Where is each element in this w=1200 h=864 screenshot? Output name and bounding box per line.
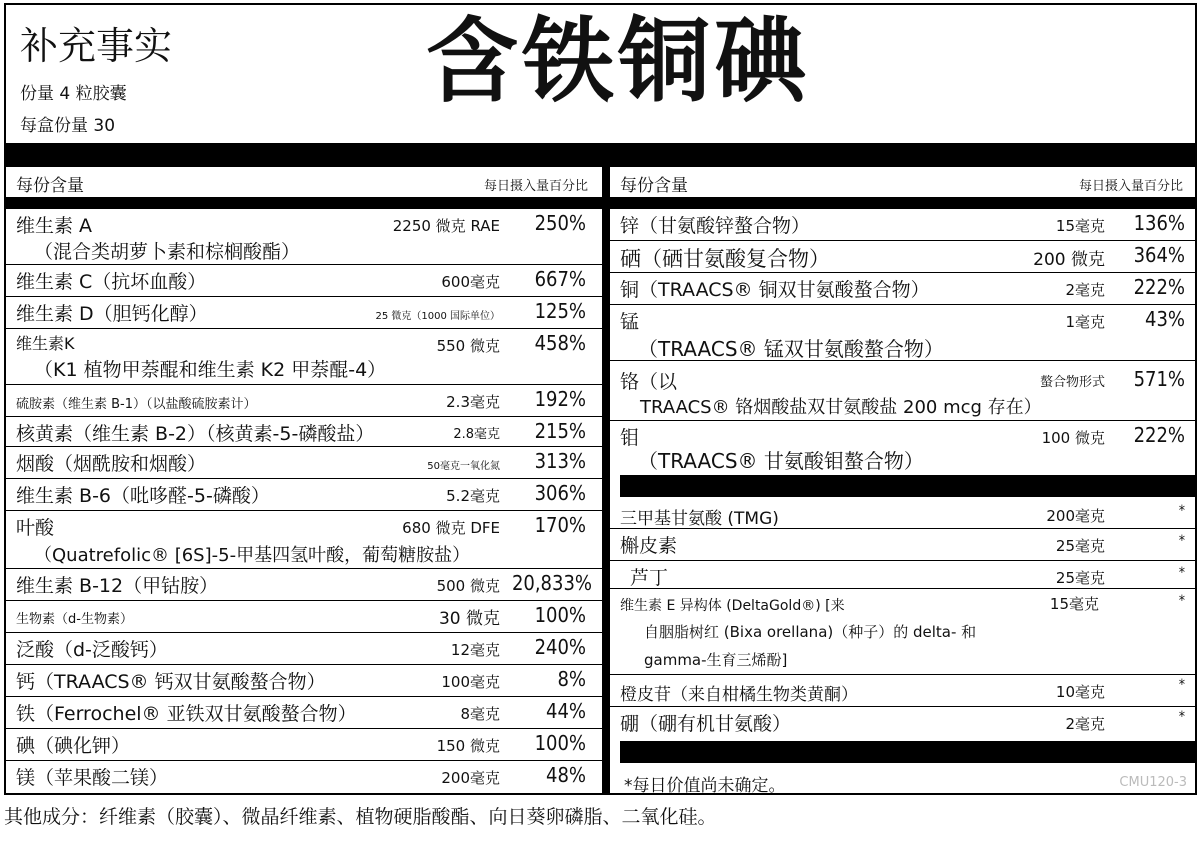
nutrient-dv: 100% xyxy=(534,731,586,755)
nutrient-amount: 12毫克 xyxy=(450,641,500,659)
mineral-name: 锰 xyxy=(620,311,640,333)
nutrient-name: 维生素 B-12（甲钴胺） xyxy=(16,575,219,597)
mineral-amount: 15毫克 xyxy=(1055,217,1105,235)
product-code: CMU120-3 xyxy=(1119,775,1187,790)
right-thick-bar xyxy=(610,197,1197,209)
nutrient-name: 泛酸（d-泛酸钙） xyxy=(16,639,168,661)
nutrient-amount: 200毫克 xyxy=(441,769,500,787)
ingredient-dv: * xyxy=(1178,593,1185,609)
nutrient-dv: 48% xyxy=(546,763,586,787)
nutrient-sub: （K1 植物甲萘醌和维生素 K2 甲萘醌-4） xyxy=(34,359,387,381)
footnote: *每日价值尚未确定。 xyxy=(624,776,786,795)
ingredient-sub2: gamma-生育三烯酚] xyxy=(644,651,788,669)
left-rows xyxy=(6,209,602,791)
ingredient-amount: 25毫克 xyxy=(1055,569,1105,587)
nutrient-row xyxy=(6,329,602,385)
product-name: 含铁铜碘 xyxy=(426,8,811,115)
nutrient-dv: 125% xyxy=(534,299,586,323)
mineral-row xyxy=(610,421,1197,471)
mineral-row xyxy=(610,241,1197,273)
nutrient-name: 维生素 C（抗坏血酸） xyxy=(16,271,207,293)
servings-per-container: 每盒份量 30 xyxy=(20,116,116,136)
ingredient-amount: 10毫克 xyxy=(1055,683,1105,701)
ingredient-name: 三甲基甘氨酸 (TMG) xyxy=(620,509,779,529)
mineral-amount: 1毫克 xyxy=(1065,313,1105,331)
left-thick-bar xyxy=(6,197,602,209)
nutrient-dv: 458% xyxy=(534,331,586,355)
ingredient-name: 槲皮素 xyxy=(620,535,678,557)
nutrient-dv: 192% xyxy=(534,387,586,411)
nutrient-name: 硫胺素（维生素 B-1）（以盐酸硫胺素计） xyxy=(16,397,257,412)
nutrient-row xyxy=(6,665,602,697)
column-divider xyxy=(602,167,610,795)
ingredient-row xyxy=(610,675,1197,707)
mineral-amount: 螯合物形式 xyxy=(1039,375,1105,390)
mineral-dv: 136% xyxy=(1133,211,1185,235)
nutrient-name: 碘（碘化钾） xyxy=(16,735,131,757)
mineral-dv: 222% xyxy=(1133,275,1185,299)
nutrient-row xyxy=(6,265,602,297)
mineral-row xyxy=(610,305,1197,361)
nutrient-name: 铁（Ferrochel® 亚铁双甘氨酸螯合物） xyxy=(16,703,357,725)
amount-header: 每份含量 xyxy=(16,176,84,196)
nutrient-amount: 30 微克 xyxy=(438,609,500,629)
nutrient-row xyxy=(6,417,602,447)
ingredient-dv: * xyxy=(1178,709,1185,725)
nutrient-name: 维生素K xyxy=(16,334,75,353)
ingredient-dv: * xyxy=(1178,565,1185,581)
left-column xyxy=(6,167,602,795)
nutrient-dv: 306% xyxy=(534,481,586,505)
mineral-sub: （TRAACS® 锰双甘氨酸螯合物） xyxy=(638,337,944,361)
ingredient-name: 硼（硼有机甘氨酸） xyxy=(620,713,792,735)
ingredient-name: 维生素 E 异构体 (DeltaGold®) [来 xyxy=(620,598,845,614)
mineral-amount: 2毫克 xyxy=(1065,281,1105,299)
nutrient-row xyxy=(6,729,602,761)
facts-title: 补充事实 xyxy=(20,24,173,68)
nutrient-row xyxy=(6,297,602,329)
mineral-dv: 364% xyxy=(1133,243,1185,267)
ingredient-row xyxy=(610,561,1197,589)
mineral-row xyxy=(610,209,1197,241)
ingredient-sub: 自胭脂树红 (Bixa orellana)（种子）的 delta- 和 xyxy=(644,623,977,641)
nutrient-dv: 313% xyxy=(534,449,586,473)
ingredient-amount: 200毫克 xyxy=(1046,507,1105,525)
nutrient-row xyxy=(6,479,602,511)
top-bar xyxy=(6,143,1195,167)
mineral-name: 锌（甘氨酸锌螯合物） xyxy=(620,215,811,237)
bottom-bar xyxy=(620,741,1195,763)
other-ingredients: 其他成分：纤维素（胶囊）、微晶纤维素、植物硬脂酸酯、向日葵卵磷脂、二氧化硅。 xyxy=(4,806,717,828)
mineral-row xyxy=(610,273,1197,305)
left-column-header xyxy=(6,167,602,197)
nutrient-amount: 550 微克 xyxy=(436,337,500,355)
nutrient-amount: 2250 微克 RAE xyxy=(392,217,500,235)
ingredient-row xyxy=(610,529,1197,561)
nutrient-amount: 25 微克（1000 国际单位） xyxy=(375,311,500,322)
nutrient-amount: 150 微克 xyxy=(436,737,500,755)
nutrient-dv: 240% xyxy=(534,635,586,659)
ingredient-name: 橙皮苷（来自柑橘生物类黄酮） xyxy=(620,685,858,705)
nutrient-amount: 50毫克一氧化氮 xyxy=(427,461,500,472)
mineral-sub: TRAACS® 铬烟酸盐双甘氨酸盐 200 mcg 存在） xyxy=(640,397,1042,418)
serving-size: 份量 4 粒胶囊 xyxy=(20,84,127,104)
nutrient-dv: 667% xyxy=(534,267,586,291)
mineral-sub: （TRAACS® 甘氨酸钼螯合物） xyxy=(638,449,924,473)
nutrient-amount: 2.8毫克 xyxy=(453,427,500,442)
nutrient-name: 钙（TRAACS® 钙双甘氨酸螯合物） xyxy=(16,671,326,693)
mineral-dv: 222% xyxy=(1133,423,1185,447)
ingredient-amount: 15毫克 xyxy=(1049,595,1099,613)
ingredient-name: 芦丁 xyxy=(630,567,669,589)
nutrient-amount: 100毫克 xyxy=(441,673,500,691)
nutrient-amount: 8毫克 xyxy=(460,705,500,723)
right-column-header xyxy=(610,167,1197,197)
nutrient-name: 镁（苹果酸二镁） xyxy=(16,767,169,789)
nutrient-row xyxy=(6,601,602,633)
ingredient-amount: 25毫克 xyxy=(1055,537,1105,555)
nutrient-name: 核黄素（维生素 B-2）（核黄素-5-磷酸盐） xyxy=(16,423,375,445)
nutrient-dv: 8% xyxy=(557,667,586,691)
mineral-row xyxy=(610,361,1197,421)
nutrient-amount: 680 微克 DFE xyxy=(402,519,500,537)
nutrient-sub: （Quatrefolic® [6S]-5-甲基四氢叶酸，葡萄糖胺盐） xyxy=(34,545,471,566)
ingredient-row xyxy=(610,589,1197,675)
ingredient-dv: * xyxy=(1178,503,1185,519)
right-rows-other xyxy=(610,499,1197,737)
nutrient-row xyxy=(6,447,602,479)
nutrient-row xyxy=(6,511,602,569)
mineral-dv: 571% xyxy=(1133,367,1185,391)
nutrient-sub: （混合类胡萝卜素和棕榈酸酯） xyxy=(34,241,301,263)
mineral-name: 硒（硒甘氨酸复合物） xyxy=(620,247,830,271)
nutrient-name: 叶酸 xyxy=(16,517,55,539)
nutrient-row xyxy=(6,209,602,265)
nutrient-name: 维生素 B-6（吡哆醛-5-磷酸） xyxy=(16,485,270,507)
ingredient-row xyxy=(610,707,1197,737)
ingredient-row xyxy=(610,499,1197,529)
nutrient-dv: 100% xyxy=(534,603,586,627)
nutrient-dv: 250% xyxy=(534,211,586,235)
nutrient-dv: 170% xyxy=(534,513,586,537)
right-column xyxy=(610,167,1197,795)
nutrient-dv: 20,833% xyxy=(511,571,592,595)
mineral-amount: 200 微克 xyxy=(1033,250,1105,270)
mineral-name: 钼 xyxy=(620,427,640,449)
nutrient-amount: 5.2毫克 xyxy=(446,487,500,505)
ingredient-dv: * xyxy=(1178,533,1185,549)
nutrient-amount: 500 微克 xyxy=(436,577,500,595)
right-rows xyxy=(610,209,1197,471)
nutrient-row xyxy=(6,633,602,665)
nutrient-amount: 600毫克 xyxy=(441,273,500,291)
nutrient-amount: 2.3毫克 xyxy=(446,393,500,411)
ingredient-amount: 2毫克 xyxy=(1065,715,1105,733)
ingredient-dv: * xyxy=(1178,677,1185,693)
nutrient-row xyxy=(6,569,602,601)
nutrient-name: 生物素（d-生物素） xyxy=(16,612,133,627)
nutrient-row xyxy=(6,697,602,729)
nutrient-dv: 215% xyxy=(534,419,586,443)
daily-value-header: 每日摄入量百分比 xyxy=(483,179,588,194)
nutrient-dv: 44% xyxy=(546,699,586,723)
mineral-amount: 100 微克 xyxy=(1041,429,1105,447)
nutrient-row xyxy=(6,761,602,791)
daily-value-header: 每日摄入量百分比 xyxy=(1078,179,1183,194)
nutrient-name: 维生素 A xyxy=(16,215,93,237)
nutrient-name: 烟酸（烟酰胺和烟酸） xyxy=(16,453,207,475)
supplement-facts-label xyxy=(4,3,1197,795)
middle-bar xyxy=(620,475,1195,497)
mineral-name: 铬（以 xyxy=(620,371,678,393)
mineral-dv: 43% xyxy=(1145,307,1185,331)
mineral-name: 铜（TRAACS® 铜双甘氨酸螯合物） xyxy=(620,279,930,301)
amount-header: 每份含量 xyxy=(620,176,688,196)
nutrient-row xyxy=(6,385,602,417)
nutrient-name: 维生素 D（胆钙化醇） xyxy=(16,303,208,325)
